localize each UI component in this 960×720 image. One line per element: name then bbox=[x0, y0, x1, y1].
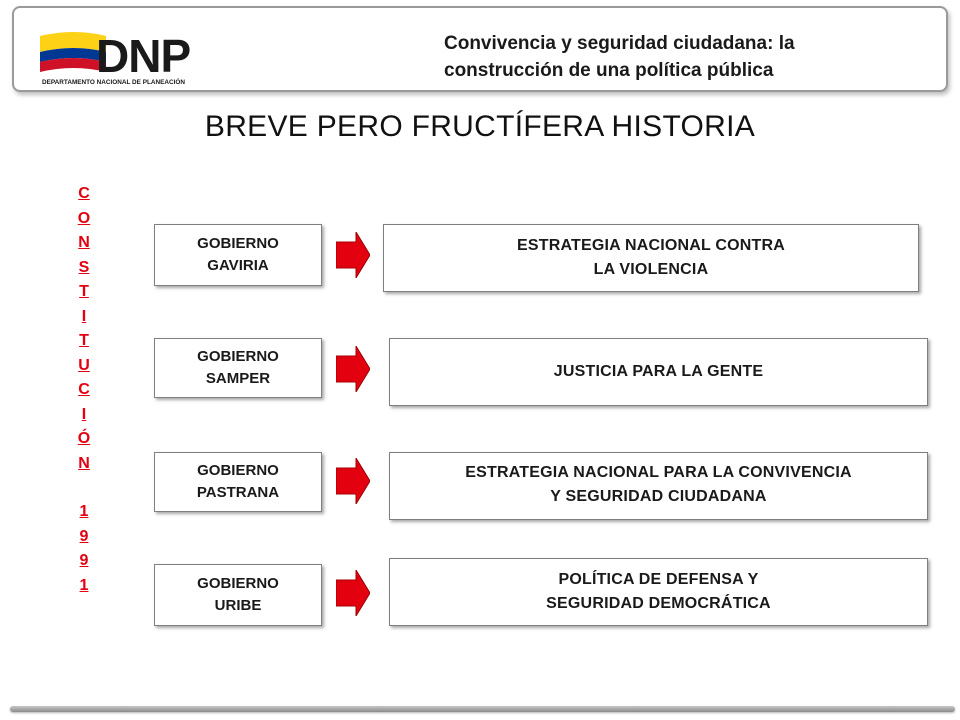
vertical-letter: T bbox=[79, 283, 89, 300]
header-title-line2: construcción de una política pública bbox=[444, 60, 774, 81]
logo-subtitle: DEPARTAMENTO NACIONAL DE PLANEACIÓN bbox=[42, 79, 185, 86]
vertical-letter: O bbox=[77, 209, 91, 227]
strategy-box-pastrana bbox=[389, 452, 928, 520]
gov-label: GOBIERNO bbox=[197, 575, 279, 592]
vertical-letter: I bbox=[81, 405, 87, 423]
vertical-letter: C bbox=[78, 185, 90, 202]
gov-name: URIBE bbox=[214, 597, 262, 614]
strategy-line1: POLÍTICA DE DEFENSA Y bbox=[558, 571, 759, 588]
gov-label: GOBIERNO bbox=[197, 462, 279, 479]
arrow-right-icon bbox=[336, 458, 370, 504]
vertical-digit: 9 bbox=[79, 552, 89, 569]
gov-name: GAVIRIA bbox=[207, 257, 269, 274]
strategy-box-samper bbox=[389, 338, 928, 406]
gov-label: GOBIERNO bbox=[197, 348, 279, 365]
dnp-logo bbox=[34, 22, 224, 92]
vertical-constitucion-1991 bbox=[72, 182, 96, 598]
arrow-right-icon bbox=[336, 346, 370, 392]
gov-box-pastrana bbox=[154, 452, 322, 512]
strategy-line1: JUSTICIA PARA LA GENTE bbox=[553, 363, 764, 380]
vertical-letter: I bbox=[81, 307, 87, 325]
gov-box-uribe bbox=[154, 564, 322, 626]
gov-box-gaviria bbox=[154, 224, 322, 286]
arrow-right-icon bbox=[336, 570, 370, 616]
strategy-box-gaviria bbox=[383, 224, 919, 292]
logo-text: DNP bbox=[96, 30, 191, 82]
vertical-digit: 1 bbox=[79, 503, 89, 520]
slide-title: BREVE PERO FRUCTÍFERA HISTORIA bbox=[204, 110, 756, 143]
vertical-letter: Ó bbox=[77, 430, 91, 447]
vertical-letter: T bbox=[79, 332, 89, 349]
gov-box-samper bbox=[154, 338, 322, 398]
vertical-digit: 1 bbox=[79, 576, 89, 594]
vertical-letter: N bbox=[78, 234, 90, 251]
vertical-letter: U bbox=[78, 356, 90, 374]
strategy-line2: SEGURIDAD DEMOCRÁTICA bbox=[546, 595, 771, 612]
strategy-line1: ESTRATEGIA NACIONAL CONTRA bbox=[516, 237, 785, 254]
header-panel bbox=[12, 6, 948, 92]
header-title bbox=[444, 30, 924, 84]
gov-label: GOBIERNO bbox=[197, 235, 279, 252]
vertical-letter: S bbox=[78, 258, 90, 276]
gov-name: PASTRANA bbox=[196, 484, 280, 501]
strategy-line2: LA VIOLENCIA bbox=[593, 261, 709, 278]
header-title-line1: Convivencia y seguridad ciudadana: la bbox=[444, 33, 795, 54]
arrow-right-icon bbox=[336, 232, 370, 278]
strategy-box-uribe bbox=[389, 558, 928, 626]
vertical-letter: N bbox=[78, 454, 90, 472]
strategy-line1: ESTRATEGIA NACIONAL PARA LA CONVIVENCIA bbox=[465, 464, 852, 481]
gov-name: SAMPER bbox=[205, 370, 271, 387]
strategy-line2: Y SEGURIDAD CIUDADANA bbox=[550, 488, 767, 505]
vertical-letter: C bbox=[78, 381, 90, 398]
footer-divider bbox=[10, 706, 955, 712]
vertical-digit: 9 bbox=[79, 527, 89, 545]
